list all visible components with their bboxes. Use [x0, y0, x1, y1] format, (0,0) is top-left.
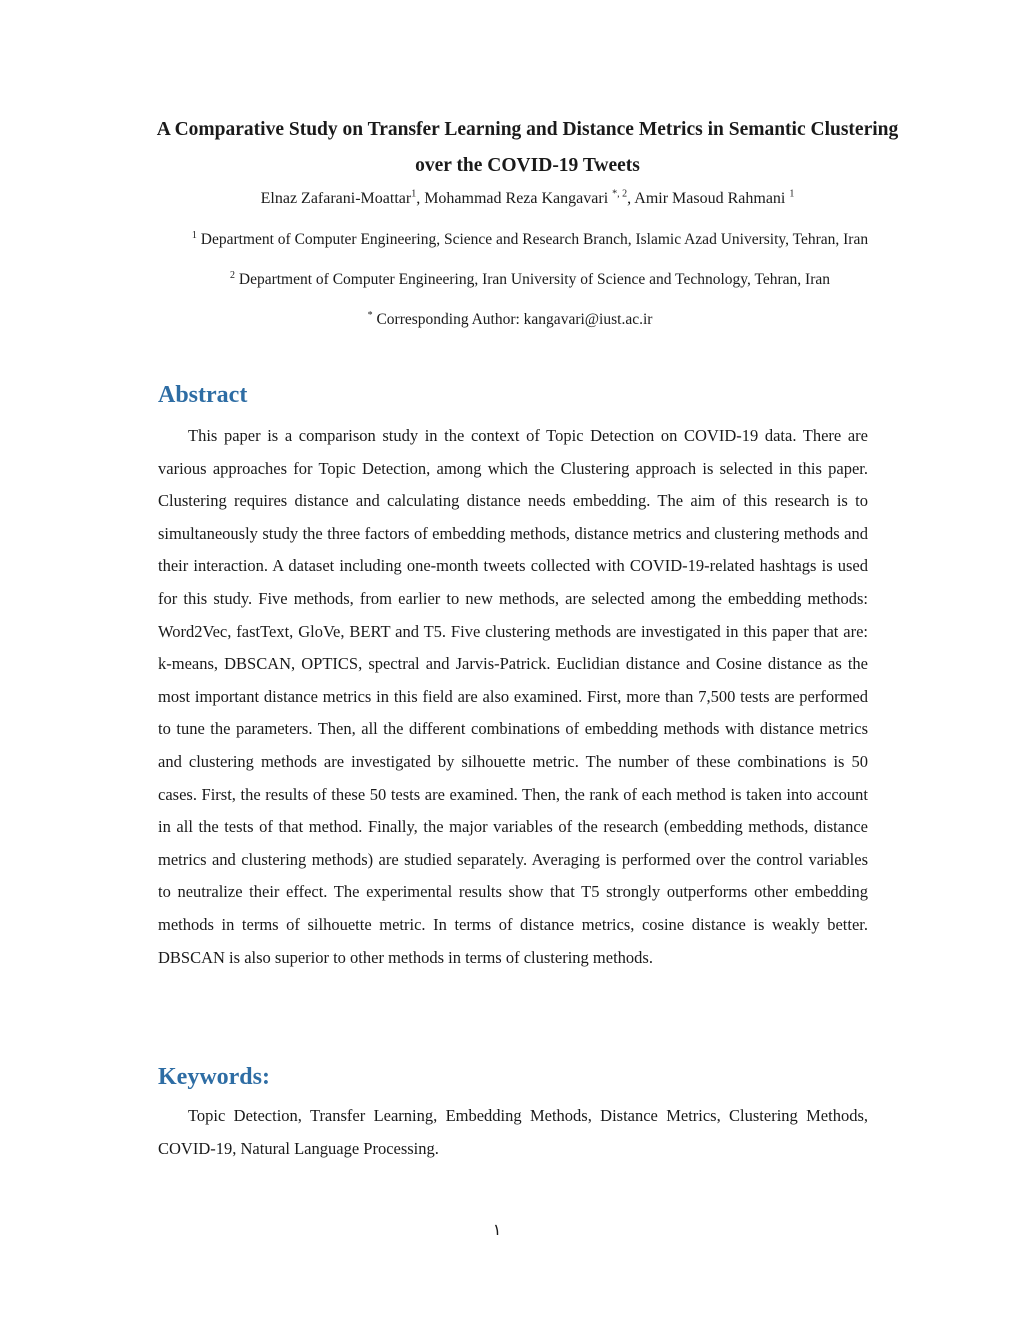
corresponding-author: [160, 310, 860, 330]
affiliation-text: Department of Computer Engineering, Iran University of Science and Technology, Tehran, Iran: [235, 271, 830, 288]
affiliation: [160, 230, 900, 250]
author-name: Elnaz Zafarani-Moattar: [260, 190, 412, 207]
affiliation: [160, 270, 900, 290]
corresponding-text: Corresponding Author: kangavari@iust.ac.ir: [372, 311, 653, 328]
keywords-heading: Keywords:: [158, 1064, 270, 1090]
affiliation-mark: 1: [191, 229, 197, 241]
corresponding-mark: *: [367, 309, 373, 321]
affiliation-text: Department of Computer Engineering, Science and Research Branch, Islamic Azad University, Tehran, Iran: [196, 231, 869, 248]
author-affiliation-mark: *, 2: [612, 188, 628, 200]
author-list: [120, 188, 935, 210]
keywords-text: Topic Detection, Transfer Learning, Embedding Methods, Distance Metrics, Clustering Methods, COVID-19, Natural Language Processing.: [158, 1106, 868, 1158]
affiliation-mark: 2: [230, 269, 236, 281]
paper-title: A Comparative Study on Transfer Learning and Distance Metrics in Semantic Clustering over the COVID-19 Tweets: [156, 119, 899, 176]
author-separator: ,: [627, 190, 635, 207]
author-affiliation-mark: 1: [789, 188, 795, 200]
author-separator: ,: [416, 190, 425, 207]
author-affiliation-mark: 1: [411, 188, 417, 200]
author-name: Amir Masoud Rahmani: [634, 190, 790, 207]
abstract-text: This paper is a comparison study in the context of Topic Detection on COVID-19 data. There are various approaches for Topic Detection, among which the Clustering approach is selected in this paper. Clustering requires distance and calculating distance needs embedding. The aim of this research is to simultaneously study the three factors of embedding methods, distance metrics and clustering methods and their interaction. A dataset including one-month tweets collected with COVID-19-related hashtags is used for this study. Five methods, from earlier to new methods, are selected among the embedding methods: Word2Vec, fastText, GloVe, BERT and T5. Five clustering methods are investigated in this paper that are: k-means, DBSCAN, OPTICS, spectral and Jarvis-Patrick. Euclidian distance and Cosine distance as the most important distance metrics in this field are also examined. First, more than 7,500 tests are performed to tune the parameters. Then, all the different combinations of embedding methods with distance metrics and clustering methods are investigated by silhouette metric. The number of these combinations is 50 cases. First, the results of these 50 tests are examined. Then, the rank of each method is taken into account in all the tests of that method. Finally, the major variables of the research (embedding methods, distance metrics and clustering methods) are studied separately. Averaging is performed over the control variables to neutralize their effect. The experimental results show that T5 strongly outperforms other embedding methods in terms of silhouette metric. In terms of distance metrics, cosine distance is weakly better. DBSCAN is also superior to other methods in terms of clustering methods.: [158, 426, 868, 967]
page-number: ١: [492, 1222, 502, 1239]
abstract-heading: Abstract: [158, 382, 248, 408]
author-name: Mohammad Reza Kangavari: [424, 190, 613, 207]
